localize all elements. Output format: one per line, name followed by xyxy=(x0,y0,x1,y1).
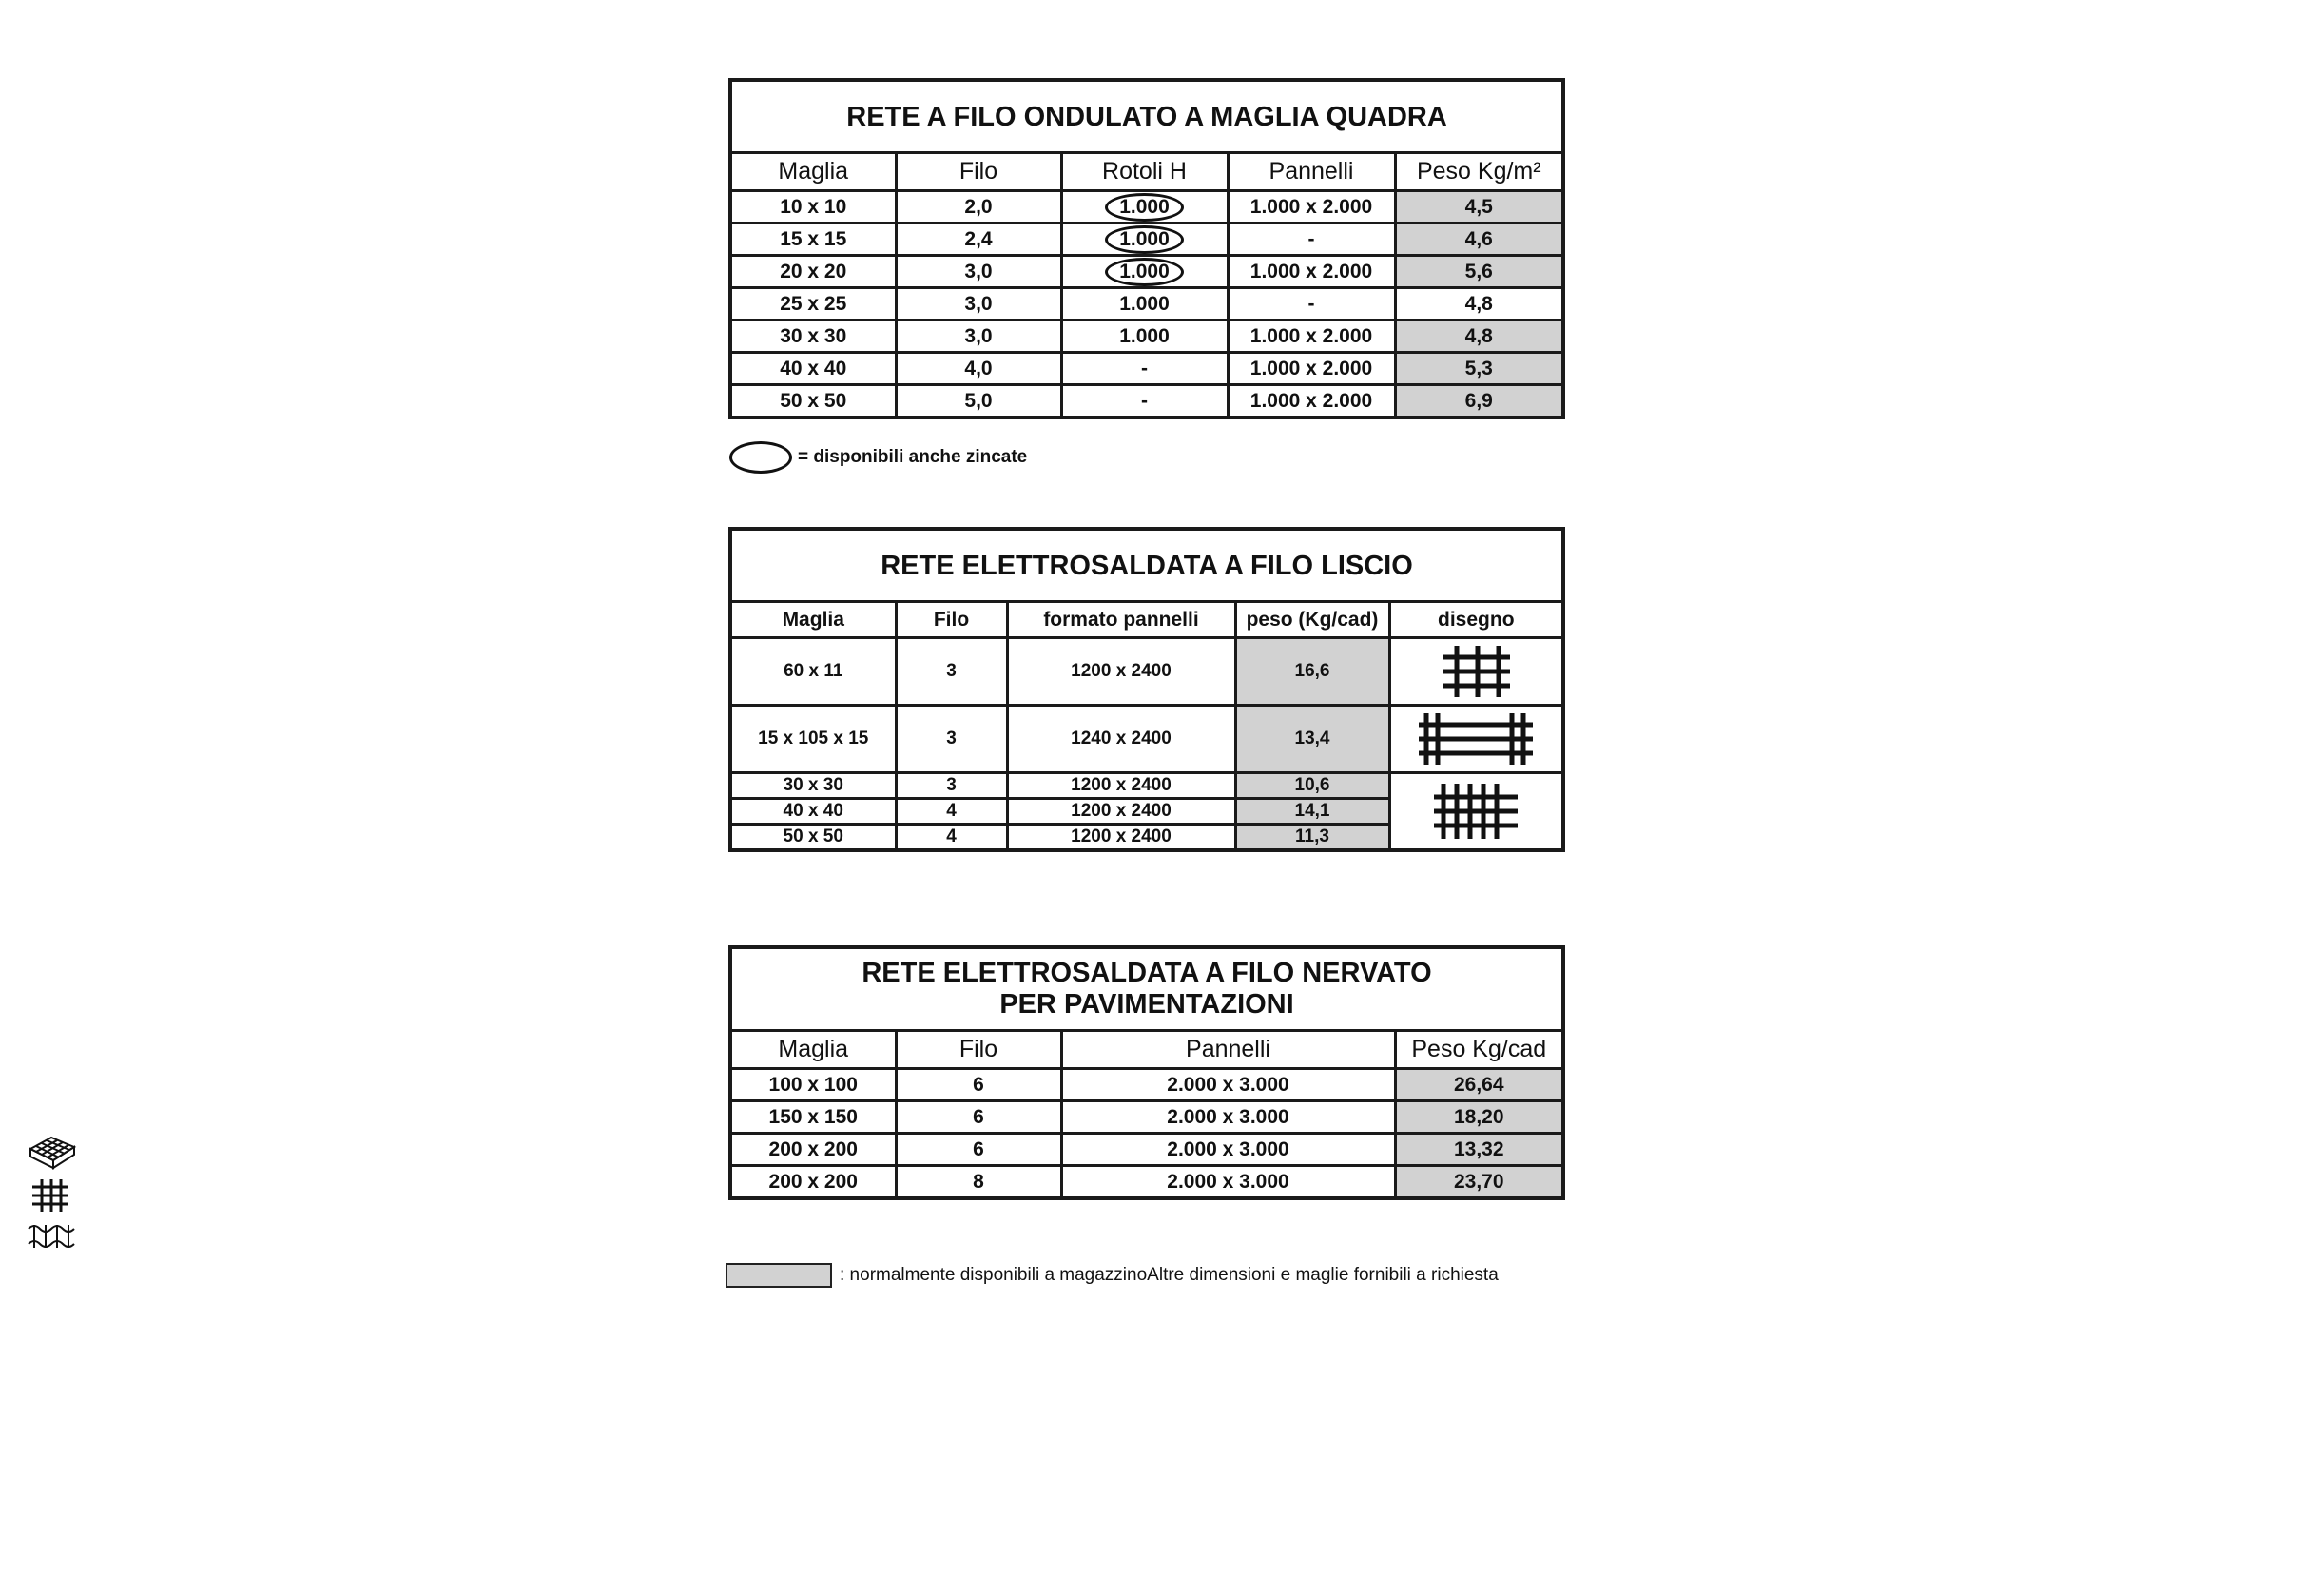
cell-filo: 4,0 xyxy=(896,353,1061,385)
mesh-square-icon xyxy=(1432,782,1520,841)
table-title-line1: RETE ELETTROSALDATA A FILO NERVATO xyxy=(862,958,1432,988)
cell-disegno xyxy=(1389,773,1563,851)
cell-filo: 3 xyxy=(896,638,1007,706)
table-rete-filo-nervato xyxy=(728,945,1565,1200)
wavy-wire-icon xyxy=(27,1221,78,1250)
cell-peso: 11,3 xyxy=(1235,825,1389,851)
cell-formato: 1240 x 2400 xyxy=(1007,706,1235,773)
zinc-oval-mark: 1.000 xyxy=(1105,258,1184,286)
cell-maglia: 50 x 50 xyxy=(730,385,896,418)
table-row xyxy=(730,638,1563,706)
cell-filo: 5,0 xyxy=(896,385,1061,418)
cell-rotoli: - xyxy=(1061,385,1228,418)
cell-rotoli xyxy=(1061,191,1228,224)
cell-maglia: 40 x 40 xyxy=(730,799,896,825)
cell-maglia: 60 x 11 xyxy=(730,638,896,706)
cell-peso: 18,20 xyxy=(1395,1101,1563,1134)
cell-peso: 14,1 xyxy=(1235,799,1389,825)
cell-maglia: 200 x 200 xyxy=(730,1166,896,1199)
cell-peso: 23,70 xyxy=(1395,1166,1563,1199)
cell-pannelli: 1.000 x 2.000 xyxy=(1228,385,1395,418)
cell-filo: 3 xyxy=(896,706,1007,773)
side-icons xyxy=(27,1134,78,1257)
cell-maglia: 40 x 40 xyxy=(730,353,896,385)
cell-maglia: 30 x 30 xyxy=(730,773,896,799)
cell-peso: 13,4 xyxy=(1235,706,1389,773)
cell-pannelli: 1.000 x 2.000 xyxy=(1228,321,1395,353)
col-header-peso: peso (Kg/cad) xyxy=(1235,602,1389,638)
cell-peso: 10,6 xyxy=(1235,773,1389,799)
table-rete-filo-ondulato xyxy=(728,78,1565,419)
cell-filo: 6 xyxy=(896,1134,1061,1166)
cell-pannelli: 1.000 x 2.000 xyxy=(1228,353,1395,385)
table-row xyxy=(730,321,1563,353)
cell-pannelli: 1.000 x 2.000 xyxy=(1228,256,1395,288)
table-row xyxy=(730,1069,1563,1101)
table-rete-filo-liscio xyxy=(728,527,1565,852)
cell-pannelli: 2.000 x 3.000 xyxy=(1061,1069,1395,1101)
table-row xyxy=(730,288,1563,321)
cell-maglia: 20 x 20 xyxy=(730,256,896,288)
col-header-pannelli: Pannelli xyxy=(1228,153,1395,191)
table-row xyxy=(730,385,1563,418)
cell-filo: 3,0 xyxy=(896,321,1061,353)
cell-formato: 1200 x 2400 xyxy=(1007,825,1235,851)
cell-rotoli: 1.000 xyxy=(1061,321,1228,353)
col-header-disegno: disegno xyxy=(1389,602,1563,638)
cell-filo: 3,0 xyxy=(896,256,1061,288)
cell-rotoli xyxy=(1061,224,1228,256)
table-title-line2: PER PAVIMENTAZIONI xyxy=(999,989,1294,1020)
mesh-grid-icon xyxy=(27,1177,78,1214)
cell-disegno xyxy=(1389,638,1563,706)
col-header-peso: Peso Kg/cad xyxy=(1395,1031,1563,1069)
table-row xyxy=(730,353,1563,385)
cell-pannelli: - xyxy=(1228,288,1395,321)
cell-maglia: 15 x 15 xyxy=(730,224,896,256)
table-row xyxy=(730,773,1563,799)
cell-filo: 2,4 xyxy=(896,224,1061,256)
cell-filo: 8 xyxy=(896,1166,1061,1199)
cell-filo: 4 xyxy=(896,799,1007,825)
cell-formato: 1200 x 2400 xyxy=(1007,799,1235,825)
cell-filo: 6 xyxy=(896,1101,1061,1134)
cell-maglia: 15 x 105 x 15 xyxy=(730,706,896,773)
grating-3d-icon xyxy=(27,1134,78,1170)
table-title: RETE A FILO ONDULATO A MAGLIA QUADRA xyxy=(730,80,1563,153)
cell-disegno xyxy=(1389,706,1563,773)
cell-peso: 16,6 xyxy=(1235,638,1389,706)
zinc-legend-text: = disponibili anche zincate xyxy=(798,447,1028,467)
zinc-oval-mark: 1.000 xyxy=(1105,225,1184,254)
col-header-peso: Peso Kg/m² xyxy=(1395,153,1563,191)
cell-pannelli: 2.000 x 3.000 xyxy=(1061,1166,1395,1199)
col-header-pannelli: Pannelli xyxy=(1061,1031,1395,1069)
cell-maglia: 25 x 25 xyxy=(730,288,896,321)
col-header-maglia: Maglia xyxy=(730,1031,896,1069)
cell-filo: 3,0 xyxy=(896,288,1061,321)
cell-maglia: 10 x 10 xyxy=(730,191,896,224)
cell-peso: 26,64 xyxy=(1395,1069,1563,1101)
col-header-filo: Filo xyxy=(896,153,1061,191)
zinc-oval-mark: 1.000 xyxy=(1105,193,1184,222)
cell-maglia: 30 x 30 xyxy=(730,321,896,353)
grey-swatch-icon xyxy=(726,1263,832,1288)
col-header-formato: formato pannelli xyxy=(1007,602,1235,638)
cell-peso: 5,6 xyxy=(1395,256,1563,288)
cell-peso: 4,8 xyxy=(1395,321,1563,353)
cell-filo: 2,0 xyxy=(896,191,1061,224)
table-row xyxy=(730,191,1563,224)
col-header-maglia: Maglia xyxy=(730,602,896,638)
cell-peso: 5,3 xyxy=(1395,353,1563,385)
cell-formato: 1200 x 2400 xyxy=(1007,638,1235,706)
table-row xyxy=(730,256,1563,288)
stock-legend xyxy=(726,1263,1499,1288)
cell-maglia: 200 x 200 xyxy=(730,1134,896,1166)
cell-filo: 3 xyxy=(896,773,1007,799)
table-row xyxy=(730,1101,1563,1134)
table-title: RETE ELETTROSALDATA A FILO LISCIO xyxy=(730,529,1563,602)
cell-peso: 4,5 xyxy=(1395,191,1563,224)
col-header-filo: Filo xyxy=(896,1031,1061,1069)
stock-legend-text: : normalmente disponibili a magazzino xyxy=(840,1265,1148,1285)
cell-pannelli: 1.000 x 2.000 xyxy=(1228,191,1395,224)
footer-note: Altre dimensioni e maglie fornibili a richiesta xyxy=(1147,1265,1499,1285)
col-header-maglia: Maglia xyxy=(730,153,896,191)
mesh-15x105x15-icon xyxy=(1417,711,1535,767)
col-header-filo: Filo xyxy=(896,602,1007,638)
cell-maglia: 50 x 50 xyxy=(730,825,896,851)
cell-peso: 6,9 xyxy=(1395,385,1563,418)
table-title xyxy=(730,947,1563,1031)
cell-pannelli: 2.000 x 3.000 xyxy=(1061,1134,1395,1166)
cell-rotoli: 1.000 xyxy=(1061,288,1228,321)
table-row xyxy=(730,1134,1563,1166)
cell-rotoli xyxy=(1061,256,1228,288)
cell-peso: 13,32 xyxy=(1395,1134,1563,1166)
cell-pannelli: 2.000 x 3.000 xyxy=(1061,1101,1395,1134)
oval-legend-icon xyxy=(729,441,792,474)
mesh-60x11-icon xyxy=(1440,644,1512,699)
cell-peso: 4,6 xyxy=(1395,224,1563,256)
cell-pannelli: - xyxy=(1228,224,1395,256)
table-row xyxy=(730,1166,1563,1199)
cell-formato: 1200 x 2400 xyxy=(1007,773,1235,799)
table-row xyxy=(730,224,1563,256)
cell-peso: 4,8 xyxy=(1395,288,1563,321)
cell-maglia: 150 x 150 xyxy=(730,1101,896,1134)
cell-maglia: 100 x 100 xyxy=(730,1069,896,1101)
table-row xyxy=(730,706,1563,773)
col-header-rotoli: Rotoli H xyxy=(1061,153,1228,191)
cell-rotoli: - xyxy=(1061,353,1228,385)
zinc-legend xyxy=(729,441,1027,474)
cell-filo: 6 xyxy=(896,1069,1061,1101)
cell-filo: 4 xyxy=(896,825,1007,851)
